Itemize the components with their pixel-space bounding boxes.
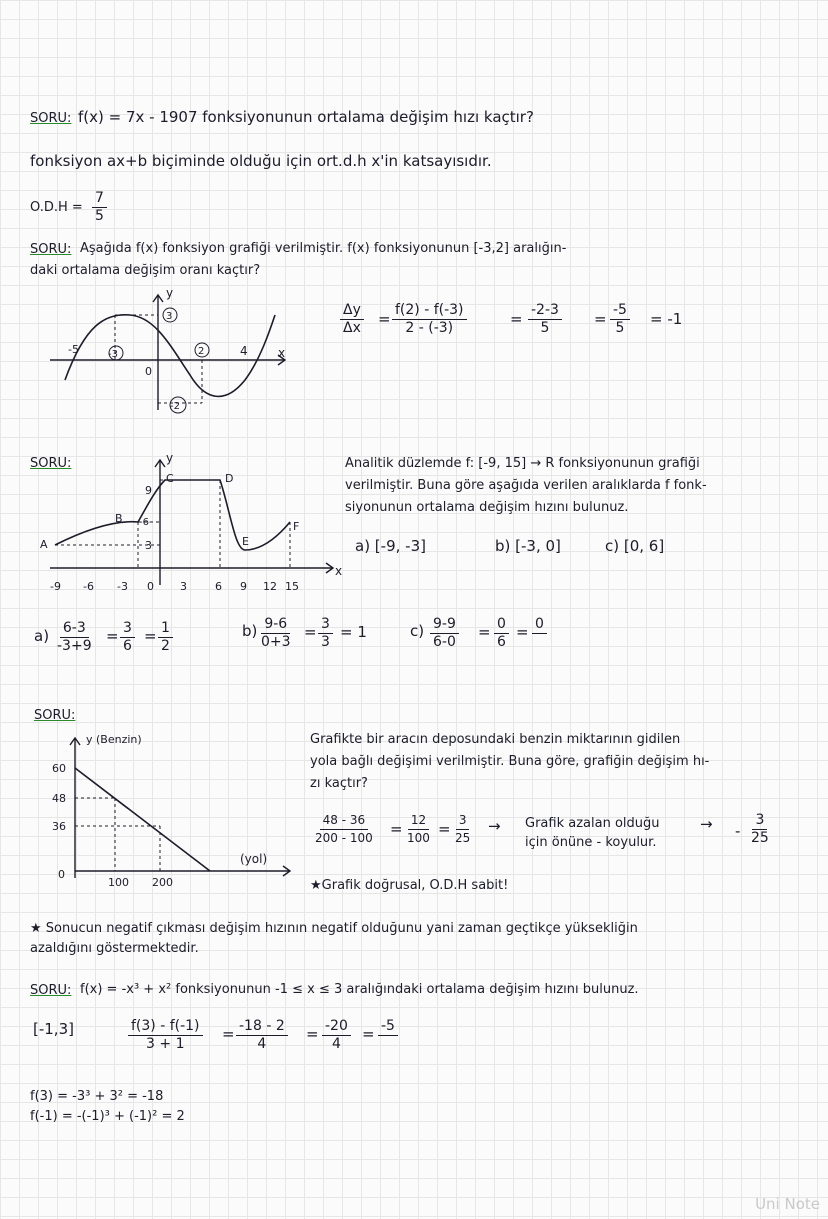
q5-calc1: f(3) = -3³ + 3² = -18 bbox=[30, 1089, 164, 1104]
q4-ytick-48: 48 bbox=[52, 792, 66, 805]
q2-label-m2: -2 bbox=[170, 401, 180, 412]
q4-final-den: 25 bbox=[751, 830, 769, 846]
q1-title: SORU: bbox=[30, 111, 72, 126]
q5-eq2: = bbox=[306, 1025, 319, 1043]
q5-d2: 4 bbox=[257, 1036, 267, 1052]
q4-linear-note: ★Grafik doğrusal, O.D.H sabit! bbox=[310, 878, 509, 893]
q4-final-fraction bbox=[748, 812, 772, 847]
q2-dx: Δx bbox=[343, 320, 361, 336]
q1-explanation: fonksiyon ax+b biçiminde olduğu için ort.d.h x'in katsayısıdır. bbox=[30, 152, 492, 170]
q3-ans-c-d1: 6-0 bbox=[433, 634, 456, 650]
q3-ans-b-f2 bbox=[318, 616, 333, 651]
q5-eq3: = bbox=[362, 1025, 375, 1043]
q3-label-a: A bbox=[40, 538, 48, 551]
q3-text-line2: verilmiştir. Buna göre aşağıda verilen aralıklarda f fonk- bbox=[345, 478, 707, 493]
q4-final-num: 3 bbox=[752, 812, 767, 830]
q4-note-arrow-icon: → bbox=[700, 815, 713, 833]
q3-ans-a-f1 bbox=[54, 620, 95, 655]
q3-ans-a-n2: 3 bbox=[120, 620, 135, 638]
q3-ans-c-f3 bbox=[532, 616, 547, 651]
q3-label-x: x bbox=[335, 564, 343, 578]
q3-tick-12: 12 bbox=[263, 580, 277, 593]
q3-ans-a-f3 bbox=[158, 620, 173, 655]
q5-f2 bbox=[236, 1018, 288, 1053]
q4-graph bbox=[40, 728, 310, 888]
q5-question: f(x) = -x³ + x² fonksiyonunun -1 ≤ x ≤ 3 aralığındaki ortalama değişim hızını bulunuz. bbox=[80, 982, 639, 997]
q5-d1: 3 + 1 bbox=[146, 1036, 185, 1052]
q3-ans-b-f1 bbox=[258, 616, 294, 651]
q4-calc-d2: 100 bbox=[407, 831, 430, 845]
q3-ans-c-eq1: = bbox=[478, 623, 491, 641]
q4-xtick-200: 200 bbox=[152, 876, 173, 889]
q3-ans-c-eq2: = bbox=[516, 623, 529, 641]
q3-tick-m9: -9 bbox=[50, 580, 61, 593]
q1-answer-num: 7 bbox=[92, 190, 107, 208]
q2-label-0: 0 bbox=[145, 365, 152, 378]
q4-note-line1: Grafik azalan olduğu bbox=[525, 816, 660, 831]
q3-label-c: C bbox=[166, 472, 174, 485]
q5-d3: 4 bbox=[331, 1036, 341, 1052]
q4-title: SORU: bbox=[34, 708, 76, 723]
q2-v-num: -2-3 bbox=[528, 302, 562, 320]
q1-question: f(x) = 7x - 1907 fonksiyonunun ortalama değişim hızı kaçtır? bbox=[78, 108, 534, 126]
q2-v-den: 5 bbox=[540, 320, 550, 336]
q2-label-x: x bbox=[278, 346, 286, 360]
q4-calc-f2 bbox=[404, 812, 433, 847]
q5-d4 bbox=[383, 1036, 393, 1053]
q5-n4: -5 bbox=[378, 1018, 398, 1036]
q4-calc-eq1: = bbox=[390, 820, 403, 838]
q5-f3 bbox=[322, 1018, 351, 1053]
q3-tick-0: 0 bbox=[147, 580, 154, 593]
q4-final-sign: - bbox=[735, 822, 741, 840]
q3-option-b: b) [-3, 0] bbox=[495, 537, 561, 555]
q3-ans-a-eq1: = bbox=[106, 627, 119, 645]
q4-calc-d1: 200 - 100 bbox=[315, 831, 373, 845]
q3-label-f: F bbox=[293, 520, 300, 533]
q2-v-fraction bbox=[528, 302, 562, 337]
q3-ans-c-d2: 6 bbox=[497, 634, 506, 650]
q4-ytick-0: 0 bbox=[58, 868, 65, 881]
q3-ans-c-label: c) bbox=[410, 622, 425, 640]
q5-n2: -18 - 2 bbox=[236, 1018, 288, 1036]
q2-f-den: 2 - (-3) bbox=[405, 320, 454, 336]
q3-tick-m3: -3 bbox=[117, 580, 128, 593]
q5-eq1: = bbox=[222, 1025, 235, 1043]
q3-tick-3: 3 bbox=[180, 580, 187, 593]
q3-ans-a-d3: 2 bbox=[161, 638, 170, 654]
q3-ans-b-eq1: = bbox=[304, 623, 317, 641]
q3-text-line3: siyonunun ortalama değişim hızını bulunuz. bbox=[345, 500, 629, 515]
q3-label-6: -6- bbox=[139, 517, 153, 528]
q3-tick-6: 6 bbox=[215, 580, 222, 593]
q3-ans-a-d2: 6 bbox=[123, 638, 132, 654]
q3-text-line1: Analitik düzlemde f: [-9, 15] → R fonksiyonunun grafiği bbox=[345, 456, 700, 471]
q3-ans-a-d1: -3+9 bbox=[57, 638, 92, 654]
q3-curve bbox=[55, 480, 290, 550]
q3-ans-b-res: = 1 bbox=[340, 623, 367, 641]
q2-r-den: 5 bbox=[615, 320, 625, 336]
q4-calc-f3 bbox=[452, 812, 473, 847]
q3-label-b: B bbox=[115, 512, 123, 525]
q3-ans-c-d3 bbox=[534, 634, 544, 651]
q3-ans-b-n1: 9-6 bbox=[261, 616, 290, 634]
q5-f4 bbox=[378, 1018, 398, 1053]
q3-ans-c-n3: 0 bbox=[532, 616, 547, 634]
q3-title: SORU: bbox=[30, 456, 72, 471]
q2-eq-1: = bbox=[378, 310, 391, 328]
q2-label-y: y bbox=[166, 286, 174, 300]
q2-dy-dx bbox=[340, 302, 364, 337]
q3-ans-c-n1: 9-9 bbox=[430, 616, 459, 634]
q3-ans-c-n2: 0 bbox=[494, 616, 509, 634]
q3-ans-b-d1: 0+3 bbox=[261, 634, 291, 650]
q3-ans-c-f2 bbox=[494, 616, 509, 651]
q3-ans-b-n2: 3 bbox=[318, 616, 333, 634]
q4-calc-n3: 3 bbox=[456, 812, 470, 830]
q2-title: SORU: bbox=[30, 242, 72, 257]
q4-text-line1: Grafikte bir aracın deposundaki benzin miktarının gidilen bbox=[310, 732, 681, 747]
q3-label-3: 3 bbox=[145, 539, 152, 552]
q1-answer-den: 5 bbox=[95, 208, 104, 224]
q3-label-d: D bbox=[225, 472, 234, 485]
q4-calc-n1: 48 - 36 bbox=[320, 812, 369, 830]
q5-f1 bbox=[128, 1018, 203, 1053]
q2-question-line1: Aşağıda f(x) fonksiyon grafiği verilmiştir. f(x) fonksiyonunun [-3,2] aralığın- bbox=[80, 241, 567, 256]
q4-ytick-60: 60 bbox=[52, 762, 66, 775]
q4-ylabel: y (Benzin) bbox=[86, 733, 142, 746]
q2-label-3: 3 bbox=[166, 311, 173, 322]
q4-note-line2: için önüne - koyulur. bbox=[525, 835, 657, 850]
q3-graph bbox=[35, 450, 345, 600]
q4-line bbox=[75, 768, 210, 871]
q2-r-num: -5 bbox=[610, 302, 630, 320]
q3-label-e: E bbox=[242, 535, 249, 548]
q2-result: = -1 bbox=[650, 310, 683, 328]
q2-label-m5: -5 bbox=[68, 343, 79, 356]
q3-ans-b-label: b) bbox=[242, 622, 258, 640]
q3-ans-b-d2: 3 bbox=[321, 634, 330, 650]
q2-label-m3: -3 bbox=[108, 349, 118, 360]
q4-calc-d3: 25 bbox=[455, 831, 471, 845]
q2-eq-3: = bbox=[594, 310, 607, 328]
q2-dy: Δy bbox=[340, 302, 364, 320]
note-line1: ★ Sonucun negatif çıkması değişim hızının negatif olduğunu yani zaman geçtikçe yüksekliğin bbox=[30, 921, 638, 936]
q2-f-fraction bbox=[392, 302, 467, 337]
q4-calc-n2: 12 bbox=[408, 812, 429, 830]
q3-option-a: a) [-9, -3] bbox=[355, 537, 426, 555]
q3-ans-a-label: a) bbox=[34, 627, 50, 645]
note-line2: azaldığını göstermektedir. bbox=[30, 941, 199, 956]
watermark: Uni Note bbox=[755, 1195, 820, 1213]
q5-n3: -20 bbox=[322, 1018, 351, 1036]
q3-ans-c-f1 bbox=[430, 616, 459, 651]
q3-option-c: c) [0, 6] bbox=[605, 537, 665, 555]
q3-ans-a-f2 bbox=[120, 620, 135, 655]
q5-title: SORU: bbox=[30, 983, 72, 998]
q2-question-line2: daki ortalama değişim oranı kaçtır? bbox=[30, 263, 261, 278]
q2-f-num: f(2) - f(-3) bbox=[392, 302, 467, 320]
q5-calc2: f(-1) = -(-1)³ + (-1)² = 2 bbox=[30, 1109, 185, 1124]
q2-eq-2: = bbox=[510, 310, 523, 328]
q5-interval: [-1,3] bbox=[33, 1020, 74, 1038]
q2-graph bbox=[40, 285, 300, 425]
q4-calc-eq2: = bbox=[438, 820, 451, 838]
q3-ans-a-eq2: = bbox=[144, 627, 157, 645]
q1-answer-fraction bbox=[92, 190, 107, 225]
q3-ans-a-n1: 6-3 bbox=[60, 620, 89, 638]
q4-text-line3: zı kaçtır? bbox=[310, 776, 368, 791]
q4-xlabel: (yol) bbox=[240, 852, 268, 866]
q2-label-4: 4 bbox=[240, 344, 248, 358]
q1-answer-label: O.D.H = bbox=[30, 200, 83, 215]
q3-label-9: 9 bbox=[145, 484, 152, 497]
q4-text-line2: yola bağlı değişimi verilmiştir. Buna göre, grafiğin değişim hı- bbox=[310, 754, 710, 769]
q4-calc-f1 bbox=[312, 812, 376, 847]
q3-label-y: y bbox=[166, 451, 174, 465]
q3-tick-9: 9 bbox=[240, 580, 247, 593]
q2-r-fraction bbox=[610, 302, 630, 337]
q3-tick-15: 15 bbox=[285, 580, 299, 593]
q4-arrow-icon: → bbox=[488, 817, 501, 835]
q4-ytick-36: 36 bbox=[52, 820, 66, 833]
q4-xtick-100: 100 bbox=[108, 876, 129, 889]
q2-label-2: 2 bbox=[198, 346, 205, 357]
q5-n1: f(3) - f(-1) bbox=[128, 1018, 203, 1036]
q3-ans-a-n3: 1 bbox=[158, 620, 173, 638]
q3-tick-m6: -6 bbox=[83, 580, 94, 593]
